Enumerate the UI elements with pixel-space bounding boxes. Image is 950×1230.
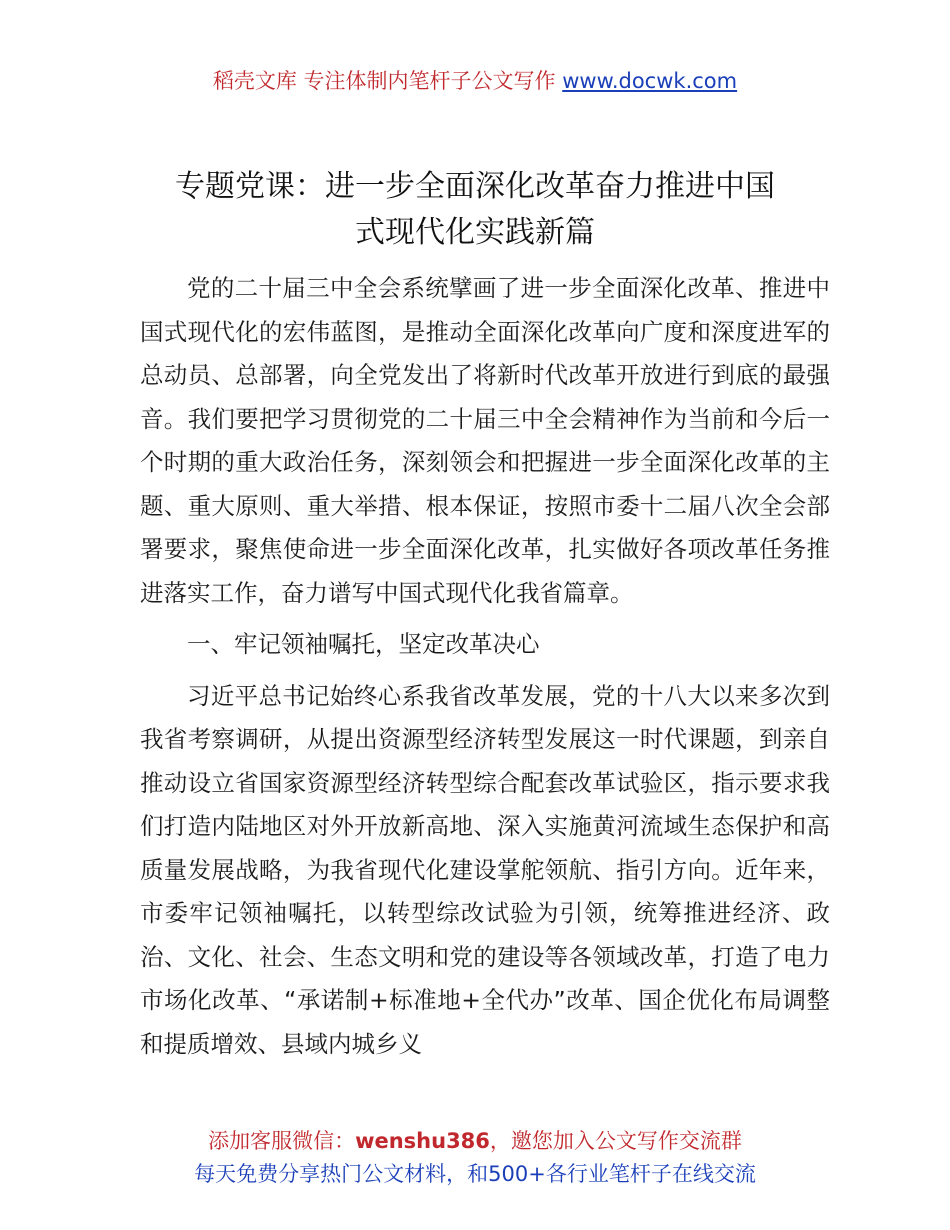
document-title [100, 164, 850, 256]
section-heading-1: 一、牢记领袖嘱托，坚定改革决心 [187, 630, 540, 658]
footer-promo-line: 每天免费分享热门公文材料，和500+各行业笔杆子在线交流 [194, 1162, 756, 1186]
footer-contact-suffix: ，邀您加入公文写作交流群 [489, 1129, 742, 1153]
intro-paragraph: 党的二十届三中全会系统擘画了进一步全面深化改革、推进中国式现代化的宏伟蓝图，是推动全面深化改革向广度和深度进军的总动员、总部署，向全党发出了将新时代改革开放进行到底的最强音。我们要把学习贯彻党的二十届三中全会精神作为当前和今后一个时期的重大政治任务，深刻领会和把握进一步全面深化改革的主题、重大原则、重大举措、根本保证，按照市委十二届八次全会部署要求，聚焦使命进一步全面深化改革，扎实做好各项改革任务推进落实工作，奋力谱写中国式现代化我省篇章。 [140, 274, 830, 607]
document-body [140, 267, 830, 1066]
title-line-1: 专题党课：进一步全面深化改革奋力推进中国 [175, 169, 775, 204]
title-line-2: 式现代化实践新篇 [355, 215, 595, 250]
promo-footer [0, 1125, 950, 1191]
wechat-id: wenshu386 [355, 1129, 490, 1153]
site-header [0, 66, 950, 96]
site-link[interactable]: www.docwk.com [562, 69, 738, 93]
footer-contact-prefix: 添加客服微信： [208, 1129, 356, 1153]
footer-contact-line [0, 1125, 950, 1158]
site-slogan: 稻壳文库 专注体制内笔杆子公文写作 [212, 69, 563, 93]
section-paragraph-1: 习近平总书记始终心系我省改革发展，党的十八大以来多次到我省考察调研，从提出资源型经济转型发展这一时代课题，到亲自推动设立省国家资源型经济转型综合配套改革试验区，指示要求我们打造内陆地区对外开放新高地、深入实施黄河流域生态保护和高质量发展战略，为我省现代化建设掌舵领航、指引方向。近年来，市委牢记领袖嘱托，以转型综改试验为引领，统筹推进经济、政治、文化、社会、生态文明和党的建设等各领域改革，打造了电力市场化改革、“承诺制+标准地+全代办”改革、国企优化布局调整和提质增效、县域内城乡义 [140, 681, 830, 1058]
